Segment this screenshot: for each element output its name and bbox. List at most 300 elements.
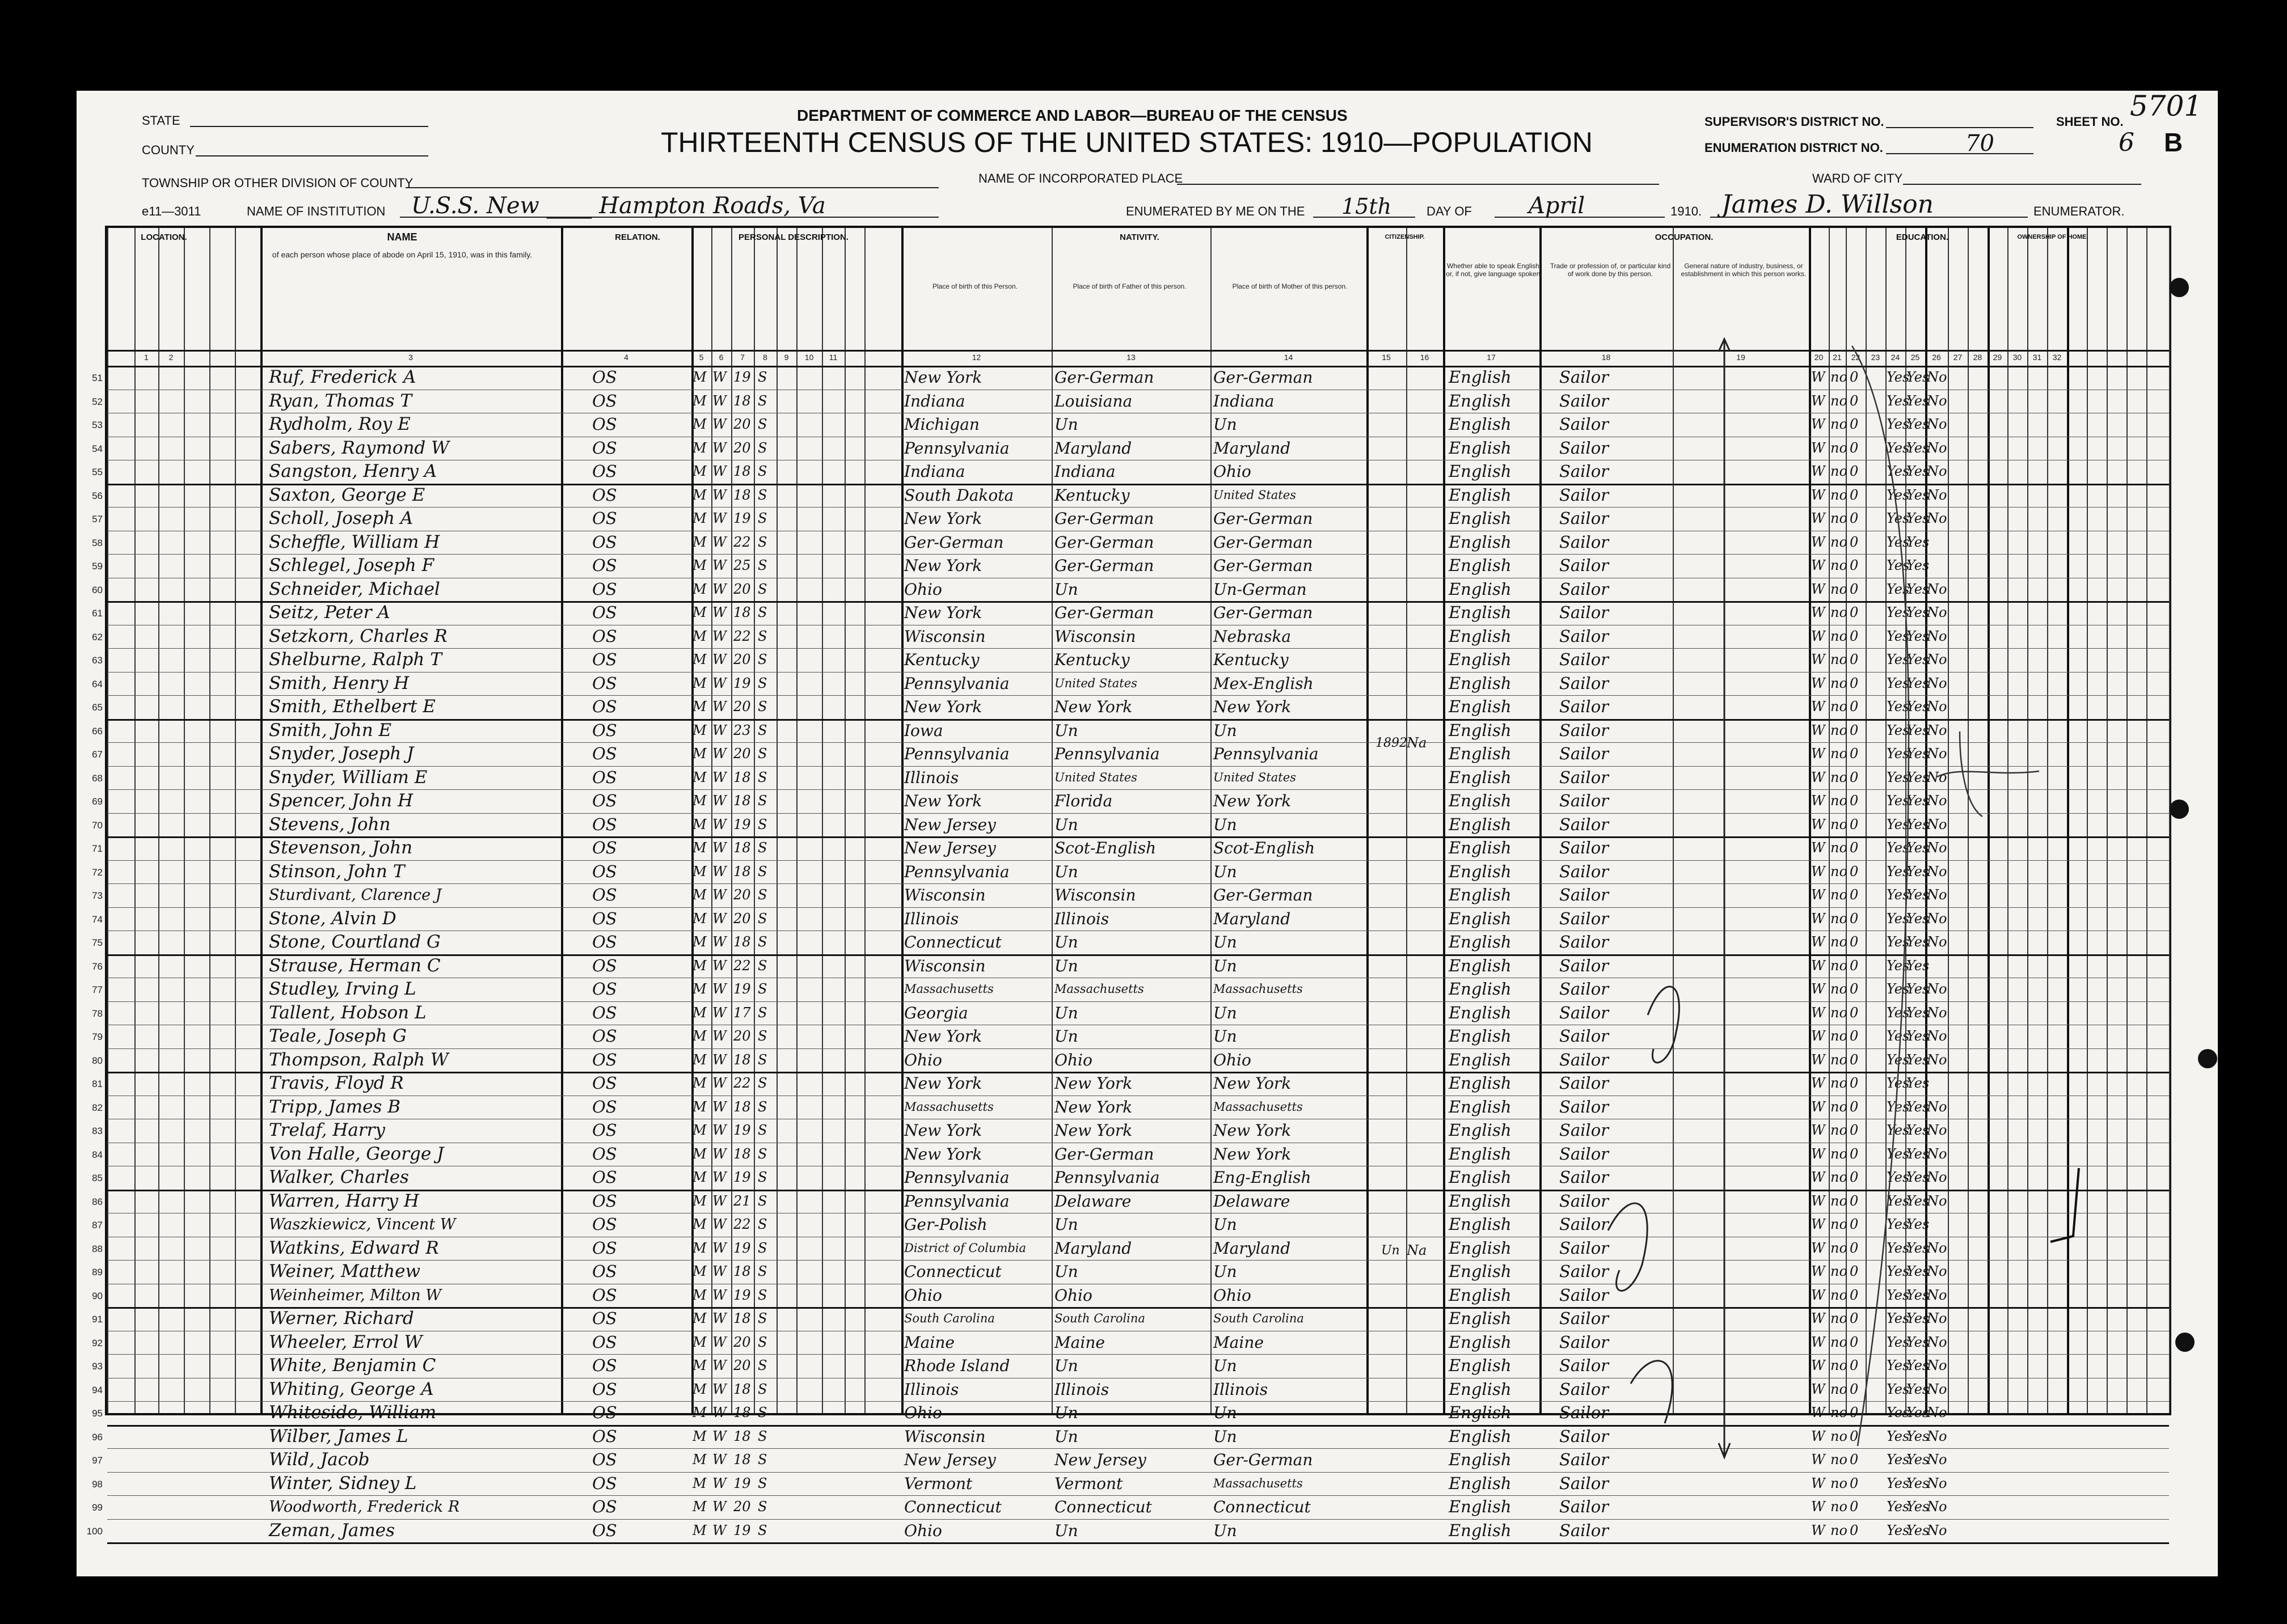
sex-cell: M xyxy=(693,1334,707,1350)
read-cell: Yes xyxy=(1887,416,1910,432)
out-of-work-cell: no xyxy=(1830,981,1847,997)
relation-cell: OS xyxy=(592,579,617,599)
read-cell: Yes xyxy=(1887,1004,1910,1021)
out-of-work-cell: no xyxy=(1830,510,1847,526)
marital-cell: S xyxy=(758,1028,767,1044)
marital-cell: S xyxy=(758,981,767,997)
mother-birthplace-cell: Un xyxy=(1213,1521,1237,1540)
occupation-cell: Sailor xyxy=(1559,767,1609,787)
relation-cell: OS xyxy=(592,1309,617,1328)
row87-naturalization: Na xyxy=(1407,1242,1427,1258)
sex-cell: M xyxy=(693,1499,707,1515)
race-cell: W xyxy=(712,581,727,597)
birthplace-cell: New York xyxy=(904,1027,982,1046)
out-of-work-cell: no xyxy=(1830,1287,1847,1303)
language-cell: English xyxy=(1449,415,1512,434)
occupation-cell: Sailor xyxy=(1559,697,1609,716)
mother-birthplace-cell: United States xyxy=(1213,488,1296,502)
write-cell: Yes xyxy=(1906,910,1930,927)
read-cell: Yes xyxy=(1887,1145,1910,1162)
person-name: Zeman, James xyxy=(269,1520,395,1541)
school-cell: No xyxy=(1927,699,1947,714)
language-cell: English xyxy=(1449,1050,1512,1069)
race-cell: W xyxy=(712,1357,727,1373)
occupation-cell: Sailor xyxy=(1559,650,1609,669)
column-number: 1 xyxy=(144,353,149,362)
person-name: Ryan, Thomas T xyxy=(269,390,412,411)
mother-birthplace-cell: New York xyxy=(1213,1074,1292,1093)
read-cell: Yes xyxy=(1887,1499,1910,1515)
person-name: Snyder, Joseph J xyxy=(269,743,414,764)
row-number: 93 xyxy=(92,1361,103,1372)
school-cell: No xyxy=(1927,1145,1947,1162)
weeks-cell: 0 xyxy=(1850,628,1859,644)
birthplace-cell: New Jersey xyxy=(904,815,996,834)
employer-cell: W xyxy=(1811,887,1825,903)
age-cell: 20 xyxy=(733,910,751,927)
father-birthplace-cell: Maryland xyxy=(1054,1238,1132,1258)
employer-cell: W xyxy=(1811,1405,1825,1420)
row-number: 68 xyxy=(92,772,103,784)
write-cell: Yes xyxy=(1906,1122,1930,1138)
marital-cell: S xyxy=(758,675,767,691)
column-number: 9 xyxy=(784,353,789,362)
employer-cell: W xyxy=(1811,652,1825,667)
relation-cell: OS xyxy=(592,1285,617,1305)
read-cell: Yes xyxy=(1887,1428,1910,1444)
race-cell: W xyxy=(712,840,727,856)
write-cell: Yes xyxy=(1906,1499,1930,1515)
read-cell: Yes xyxy=(1887,1287,1910,1303)
column-rule xyxy=(107,228,108,1413)
row-number: 70 xyxy=(92,819,103,831)
age-cell: 20 xyxy=(733,416,751,432)
out-of-work-cell: no xyxy=(1830,1075,1847,1091)
birthplace-cell: District of Columbia xyxy=(904,1241,1027,1255)
weeks-cell: 0 xyxy=(1850,1028,1859,1044)
race-cell: W xyxy=(712,675,727,691)
education-header: EDUCATION. xyxy=(1896,232,1949,242)
marital-cell: S xyxy=(758,1240,767,1256)
person-name: Tallent, Hobson L xyxy=(269,1002,427,1023)
marital-cell: S xyxy=(758,1381,767,1397)
age-cell: 20 xyxy=(733,1334,751,1350)
read-cell: Yes xyxy=(1887,604,1910,620)
birthplace-cell: Georgia xyxy=(904,1003,968,1022)
race-cell: W xyxy=(712,439,727,456)
sex-cell: M xyxy=(693,1192,707,1209)
occupation-cell: Sailor xyxy=(1559,603,1609,622)
marital-cell: S xyxy=(758,1357,767,1373)
ownership-header: OWNERSHIP OF HOME. xyxy=(2017,234,2088,240)
father-birthplace-cell: Louisiana xyxy=(1054,391,1133,411)
employer-cell: W xyxy=(1811,628,1825,644)
relation-cell: OS xyxy=(592,838,617,857)
marital-cell: S xyxy=(758,1145,767,1162)
birthplace-cell: Wisconsin xyxy=(904,1427,986,1446)
race-cell: W xyxy=(712,1381,727,1397)
age-cell: 19 xyxy=(733,1240,751,1256)
race-cell: W xyxy=(712,652,727,667)
relation-cell: OS xyxy=(592,367,617,387)
mother-birthplace-cell: Eng-English xyxy=(1213,1168,1311,1187)
read-cell: Yes xyxy=(1887,392,1910,409)
employer-cell: W xyxy=(1811,793,1825,809)
school-cell: No xyxy=(1927,1405,1947,1420)
sex-cell: M xyxy=(693,699,707,714)
relation-cell: OS xyxy=(592,556,617,575)
sex-cell: M xyxy=(693,1310,707,1326)
school-cell: No xyxy=(1927,416,1947,432)
relation-cell: OS xyxy=(592,1473,617,1493)
birthplace-cell: Iowa xyxy=(904,721,943,740)
marital-cell: S xyxy=(758,1169,767,1185)
mother-birthplace-cell: Ger-German xyxy=(1213,886,1313,904)
sex-cell: M xyxy=(693,793,707,809)
relation-cell: OS xyxy=(592,650,617,669)
write-cell: Yes xyxy=(1906,981,1930,997)
column-rule xyxy=(1443,228,1445,1413)
sex-cell: M xyxy=(693,1240,707,1256)
language-cell: English xyxy=(1449,1356,1512,1375)
father-birthplace-cell: Delaware xyxy=(1054,1191,1132,1211)
school-cell: No xyxy=(1927,652,1947,667)
mother-birthplace-cell: Un-German xyxy=(1213,580,1307,599)
mother-birthplace-cell: Maryland xyxy=(1213,438,1291,458)
birthplace-cell: New Jersey xyxy=(904,839,996,857)
employer-cell: W xyxy=(1811,1475,1825,1491)
column-number: 16 xyxy=(1420,353,1429,362)
write-cell: Yes xyxy=(1906,1522,1930,1538)
weeks-cell: 0 xyxy=(1850,1169,1859,1185)
birthplace-cell: New York xyxy=(904,509,982,528)
out-of-work-cell: no xyxy=(1830,1452,1847,1467)
race-cell: W xyxy=(712,934,727,950)
weeks-cell: 0 xyxy=(1850,1405,1859,1420)
punch-hole-2 xyxy=(2170,800,2189,819)
language-cell: English xyxy=(1449,1450,1512,1469)
language-cell: English xyxy=(1449,814,1512,834)
age-cell: 18 xyxy=(733,1428,751,1444)
mother-birthplace-cell: Un xyxy=(1213,415,1237,434)
age-cell: 18 xyxy=(733,1310,751,1326)
language-cell: English xyxy=(1449,556,1512,575)
age-cell: 18 xyxy=(733,1098,751,1115)
column-number: 7 xyxy=(740,353,745,362)
row-number: 55 xyxy=(92,467,103,477)
row-number: 51 xyxy=(92,373,103,383)
column-number: 28 xyxy=(1973,353,1982,362)
write-cell: Yes xyxy=(1906,557,1930,573)
read-cell: Yes xyxy=(1887,1310,1910,1326)
sex-cell: M xyxy=(693,1169,707,1185)
sex-cell: M xyxy=(693,652,707,667)
father-birthplace-cell: Ohio xyxy=(1054,1050,1092,1069)
language-cell: English xyxy=(1449,1497,1512,1516)
sex-cell: M xyxy=(693,1098,707,1115)
column-number: 4 xyxy=(624,353,628,362)
read-cell: Yes xyxy=(1887,1051,1910,1068)
mother-birthplace-cell: Ohio xyxy=(1213,1285,1251,1305)
incorporated-label: NAME OF INCORPORATED PLACE xyxy=(978,171,1183,185)
sex-cell: M xyxy=(693,746,707,762)
marital-cell: S xyxy=(758,534,767,550)
mother-birthplace-cell: Nebraska xyxy=(1213,627,1292,646)
weeks-cell: 0 xyxy=(1850,957,1859,974)
column-number: 8 xyxy=(763,353,767,362)
father-birthplace-cell: Kentucky xyxy=(1054,485,1130,505)
out-of-work-cell: no xyxy=(1830,581,1847,597)
column-number: 6 xyxy=(719,353,724,362)
read-cell: Yes xyxy=(1887,746,1910,762)
read-cell: Yes xyxy=(1887,887,1910,903)
race-cell: W xyxy=(712,1452,727,1467)
language-cell: English xyxy=(1449,1144,1512,1164)
row-number: 60 xyxy=(92,584,103,595)
mother-birthplace-cell: Pennsylvania xyxy=(1213,745,1319,763)
sex-cell: M xyxy=(693,581,707,597)
person-name: Werner, Richard xyxy=(269,1308,414,1329)
column-number: 14 xyxy=(1284,353,1293,362)
read-cell: Yes xyxy=(1887,1357,1910,1373)
sex-cell: M xyxy=(693,1357,707,1373)
write-cell: Yes xyxy=(1906,1452,1930,1467)
employer-cell: W xyxy=(1811,604,1825,620)
father-birthplace-cell: United States xyxy=(1054,676,1137,690)
write-cell: Yes xyxy=(1906,934,1930,950)
language-cell: English xyxy=(1449,1026,1512,1046)
write-cell: Yes xyxy=(1906,487,1930,503)
employer-cell: W xyxy=(1811,1452,1825,1467)
out-of-work-cell: no xyxy=(1830,699,1847,714)
marital-cell: S xyxy=(758,463,767,479)
employer-cell: W xyxy=(1811,840,1825,856)
sex-cell: M xyxy=(693,628,707,644)
mother-birthplace-cell: Maryland xyxy=(1213,909,1291,928)
enumeration-value: 70 xyxy=(1965,130,1994,157)
write-cell: Yes xyxy=(1906,534,1930,550)
birthplace-cell: Connecticut xyxy=(904,1498,1002,1516)
language-cell: English xyxy=(1449,1473,1512,1493)
out-of-work-cell: no xyxy=(1830,863,1847,879)
relation-cell: OS xyxy=(592,626,617,646)
out-of-work-cell: no xyxy=(1830,1028,1847,1044)
race-cell: W xyxy=(712,1192,727,1209)
row-number: 63 xyxy=(92,655,103,666)
weeks-cell: 0 xyxy=(1850,510,1859,526)
column-rule xyxy=(777,228,778,1413)
school-cell: No xyxy=(1927,1192,1947,1209)
age-cell: 19 xyxy=(733,1522,751,1538)
marital-cell: S xyxy=(758,416,767,432)
race-cell: W xyxy=(712,487,727,503)
school-cell: No xyxy=(1927,1263,1947,1279)
race-cell: W xyxy=(712,746,727,762)
write-cell: Yes xyxy=(1906,699,1930,714)
state-label: STATE xyxy=(142,113,180,128)
race-cell: W xyxy=(712,981,727,997)
institution-value: U.S.S. New ____ Hampton Roads, Va xyxy=(411,193,826,219)
father-birthplace-cell: Ger-German xyxy=(1054,509,1154,528)
language-cell: English xyxy=(1449,626,1512,646)
column-rule xyxy=(184,228,185,1413)
sex-cell: M xyxy=(693,369,707,385)
father-birthplace-cell: Indiana xyxy=(1054,462,1116,481)
census-title: THIRTEENTH CENSUS OF THE UNITED STATES: 1910—POPULATION xyxy=(661,126,1593,158)
father-birthplace-cell: Un xyxy=(1054,1215,1078,1234)
language-cell: English xyxy=(1449,744,1512,763)
employer-cell: W xyxy=(1811,1122,1825,1138)
occupation-cell: Sailor xyxy=(1559,1144,1609,1164)
age-cell: 18 xyxy=(733,1452,751,1467)
father-birthplace-cell: Vermont xyxy=(1054,1474,1123,1493)
read-cell: Yes xyxy=(1887,699,1910,714)
person-name: Studley, Irving L xyxy=(269,979,416,999)
weeks-cell: 0 xyxy=(1850,604,1859,620)
out-of-work-cell: no xyxy=(1830,1405,1847,1420)
out-of-work-cell: no xyxy=(1830,1428,1847,1444)
employer-cell: W xyxy=(1811,722,1825,738)
relation-cell: OS xyxy=(592,1238,617,1258)
person-name: Thompson, Ralph W xyxy=(269,1049,449,1070)
birthplace-cell: New York xyxy=(904,556,982,575)
weeks-cell: 0 xyxy=(1850,1098,1859,1115)
relation-cell: OS xyxy=(592,462,617,481)
read-cell: Yes xyxy=(1887,722,1910,738)
race-cell: W xyxy=(712,1122,727,1138)
weeks-cell: 0 xyxy=(1850,534,1859,550)
school-cell: No xyxy=(1927,1004,1947,1021)
age-cell: 18 xyxy=(733,840,751,856)
weeks-cell: 0 xyxy=(1850,1216,1859,1232)
marital-cell: S xyxy=(758,392,767,409)
read-cell: Yes xyxy=(1887,463,1910,479)
sex-cell: M xyxy=(693,1051,707,1068)
race-cell: W xyxy=(712,1075,727,1091)
race-cell: W xyxy=(712,1334,727,1350)
birthplace-cell: Michigan xyxy=(904,415,980,434)
sex-cell: M xyxy=(693,840,707,856)
father-birthplace-cell: Pennsylvania xyxy=(1054,745,1160,763)
out-of-work-cell: no xyxy=(1830,439,1847,456)
occupation-cell: Sailor xyxy=(1559,415,1609,434)
father-birthplace-cell: Maine xyxy=(1054,1333,1105,1352)
father-birthplace-cell: Ger-German xyxy=(1054,1144,1154,1164)
father-birthplace-cell: Kentucky xyxy=(1054,650,1130,669)
row87-immigration: Un xyxy=(1381,1244,1400,1258)
father-birthplace-cell: Un xyxy=(1054,862,1078,881)
relation-cell: OS xyxy=(592,1215,617,1234)
school-cell: No xyxy=(1927,722,1947,738)
occupation-cell: Sailor xyxy=(1559,979,1609,999)
person-name: Smith, John E xyxy=(269,720,392,741)
out-of-work-cell: no xyxy=(1830,1334,1847,1350)
relation-cell: OS xyxy=(592,814,617,834)
relation-header: RELATION. xyxy=(615,232,660,242)
birthplace-cell: Illinois xyxy=(904,768,959,787)
person-name: Winter, Sidney L xyxy=(269,1473,417,1494)
birthplace-cell: Indiana xyxy=(904,391,965,411)
marital-cell: S xyxy=(758,1522,767,1538)
row-number: 74 xyxy=(92,914,103,925)
employer-cell: W xyxy=(1811,1499,1825,1515)
weeks-cell: 0 xyxy=(1850,934,1859,950)
weeks-cell: 0 xyxy=(1850,816,1859,832)
employer-cell: W xyxy=(1811,910,1825,927)
enumeration-label: ENUMERATION DISTRICT NO. xyxy=(1704,141,1883,155)
occupation-cell: Sailor xyxy=(1559,462,1609,481)
birthplace-cell: Wisconsin xyxy=(904,627,986,646)
mother-birthplace-cell: Maryland xyxy=(1213,1238,1291,1258)
relation-cell: OS xyxy=(592,391,617,411)
column-number: 32 xyxy=(2052,353,2062,362)
language-cell: English xyxy=(1449,885,1512,904)
person-name: Snyder, William E xyxy=(269,767,428,788)
weeks-cell: 0 xyxy=(1850,1287,1859,1303)
employer-cell: W xyxy=(1811,1428,1825,1444)
write-cell: Yes xyxy=(1906,581,1930,597)
birthplace-cell: Pennsylvania xyxy=(904,1191,1010,1211)
school-cell: No xyxy=(1927,981,1947,997)
row-number: 91 xyxy=(92,1314,103,1325)
mother-birthplace-cell: Un xyxy=(1213,1003,1237,1022)
out-of-work-cell: no xyxy=(1830,369,1847,385)
employer-cell: W xyxy=(1811,1263,1825,1279)
school-cell: No xyxy=(1927,816,1947,832)
birthplace-cell: Rhode Island xyxy=(904,1356,1010,1375)
column-number: 19 xyxy=(1736,353,1745,362)
industry-header: General nature of industry, business, or establishment in which this person works. xyxy=(1681,262,1807,278)
mother-birthplace-cell: Massachusetts xyxy=(1213,1099,1303,1114)
weeks-cell: 0 xyxy=(1850,863,1859,879)
birthplace-cell: Pennsylvania xyxy=(904,674,1010,693)
write-cell: Yes xyxy=(1906,1098,1930,1115)
occupation-cell: Sailor xyxy=(1559,1168,1609,1187)
father-birthplace-cell: Un xyxy=(1054,815,1078,834)
person-name: Waszkiewicz, Vincent W xyxy=(269,1216,456,1233)
out-of-work-cell: no xyxy=(1830,392,1847,409)
employer-cell: W xyxy=(1811,1381,1825,1397)
column-number: 25 xyxy=(1910,353,1920,362)
write-cell: Yes xyxy=(1906,1216,1930,1232)
birthplace-cell: Indiana xyxy=(904,462,965,481)
occupation-cell: Sailor xyxy=(1559,1073,1609,1093)
race-cell: W xyxy=(712,534,727,550)
employer-cell: W xyxy=(1811,863,1825,879)
row-number: 61 xyxy=(92,608,103,619)
row-number: 58 xyxy=(92,537,103,548)
row-number: 83 xyxy=(92,1126,103,1136)
marital-cell: S xyxy=(758,604,767,620)
out-of-work-cell: no xyxy=(1830,816,1847,832)
language-cell: English xyxy=(1449,908,1512,928)
birthplace-cell: Illinois xyxy=(904,1380,959,1399)
relation-cell: OS xyxy=(592,979,617,999)
person-name: Trelaf, Harry xyxy=(269,1120,385,1140)
row-number: 65 xyxy=(92,702,103,713)
employer-cell: W xyxy=(1811,699,1825,714)
person-name: Weinheimer, Milton W xyxy=(269,1286,441,1304)
person-name: Spencer, John H xyxy=(269,790,413,811)
weeks-cell: 0 xyxy=(1850,581,1859,597)
person-name: Whiteside, William xyxy=(269,1402,437,1423)
person-name: Schlegel, Joseph F xyxy=(269,555,434,576)
write-cell: Yes xyxy=(1906,1357,1930,1373)
language-cell: English xyxy=(1449,1520,1512,1540)
age-cell: 22 xyxy=(733,1075,751,1091)
read-cell: Yes xyxy=(1887,863,1910,879)
sex-cell: M xyxy=(693,1475,707,1491)
